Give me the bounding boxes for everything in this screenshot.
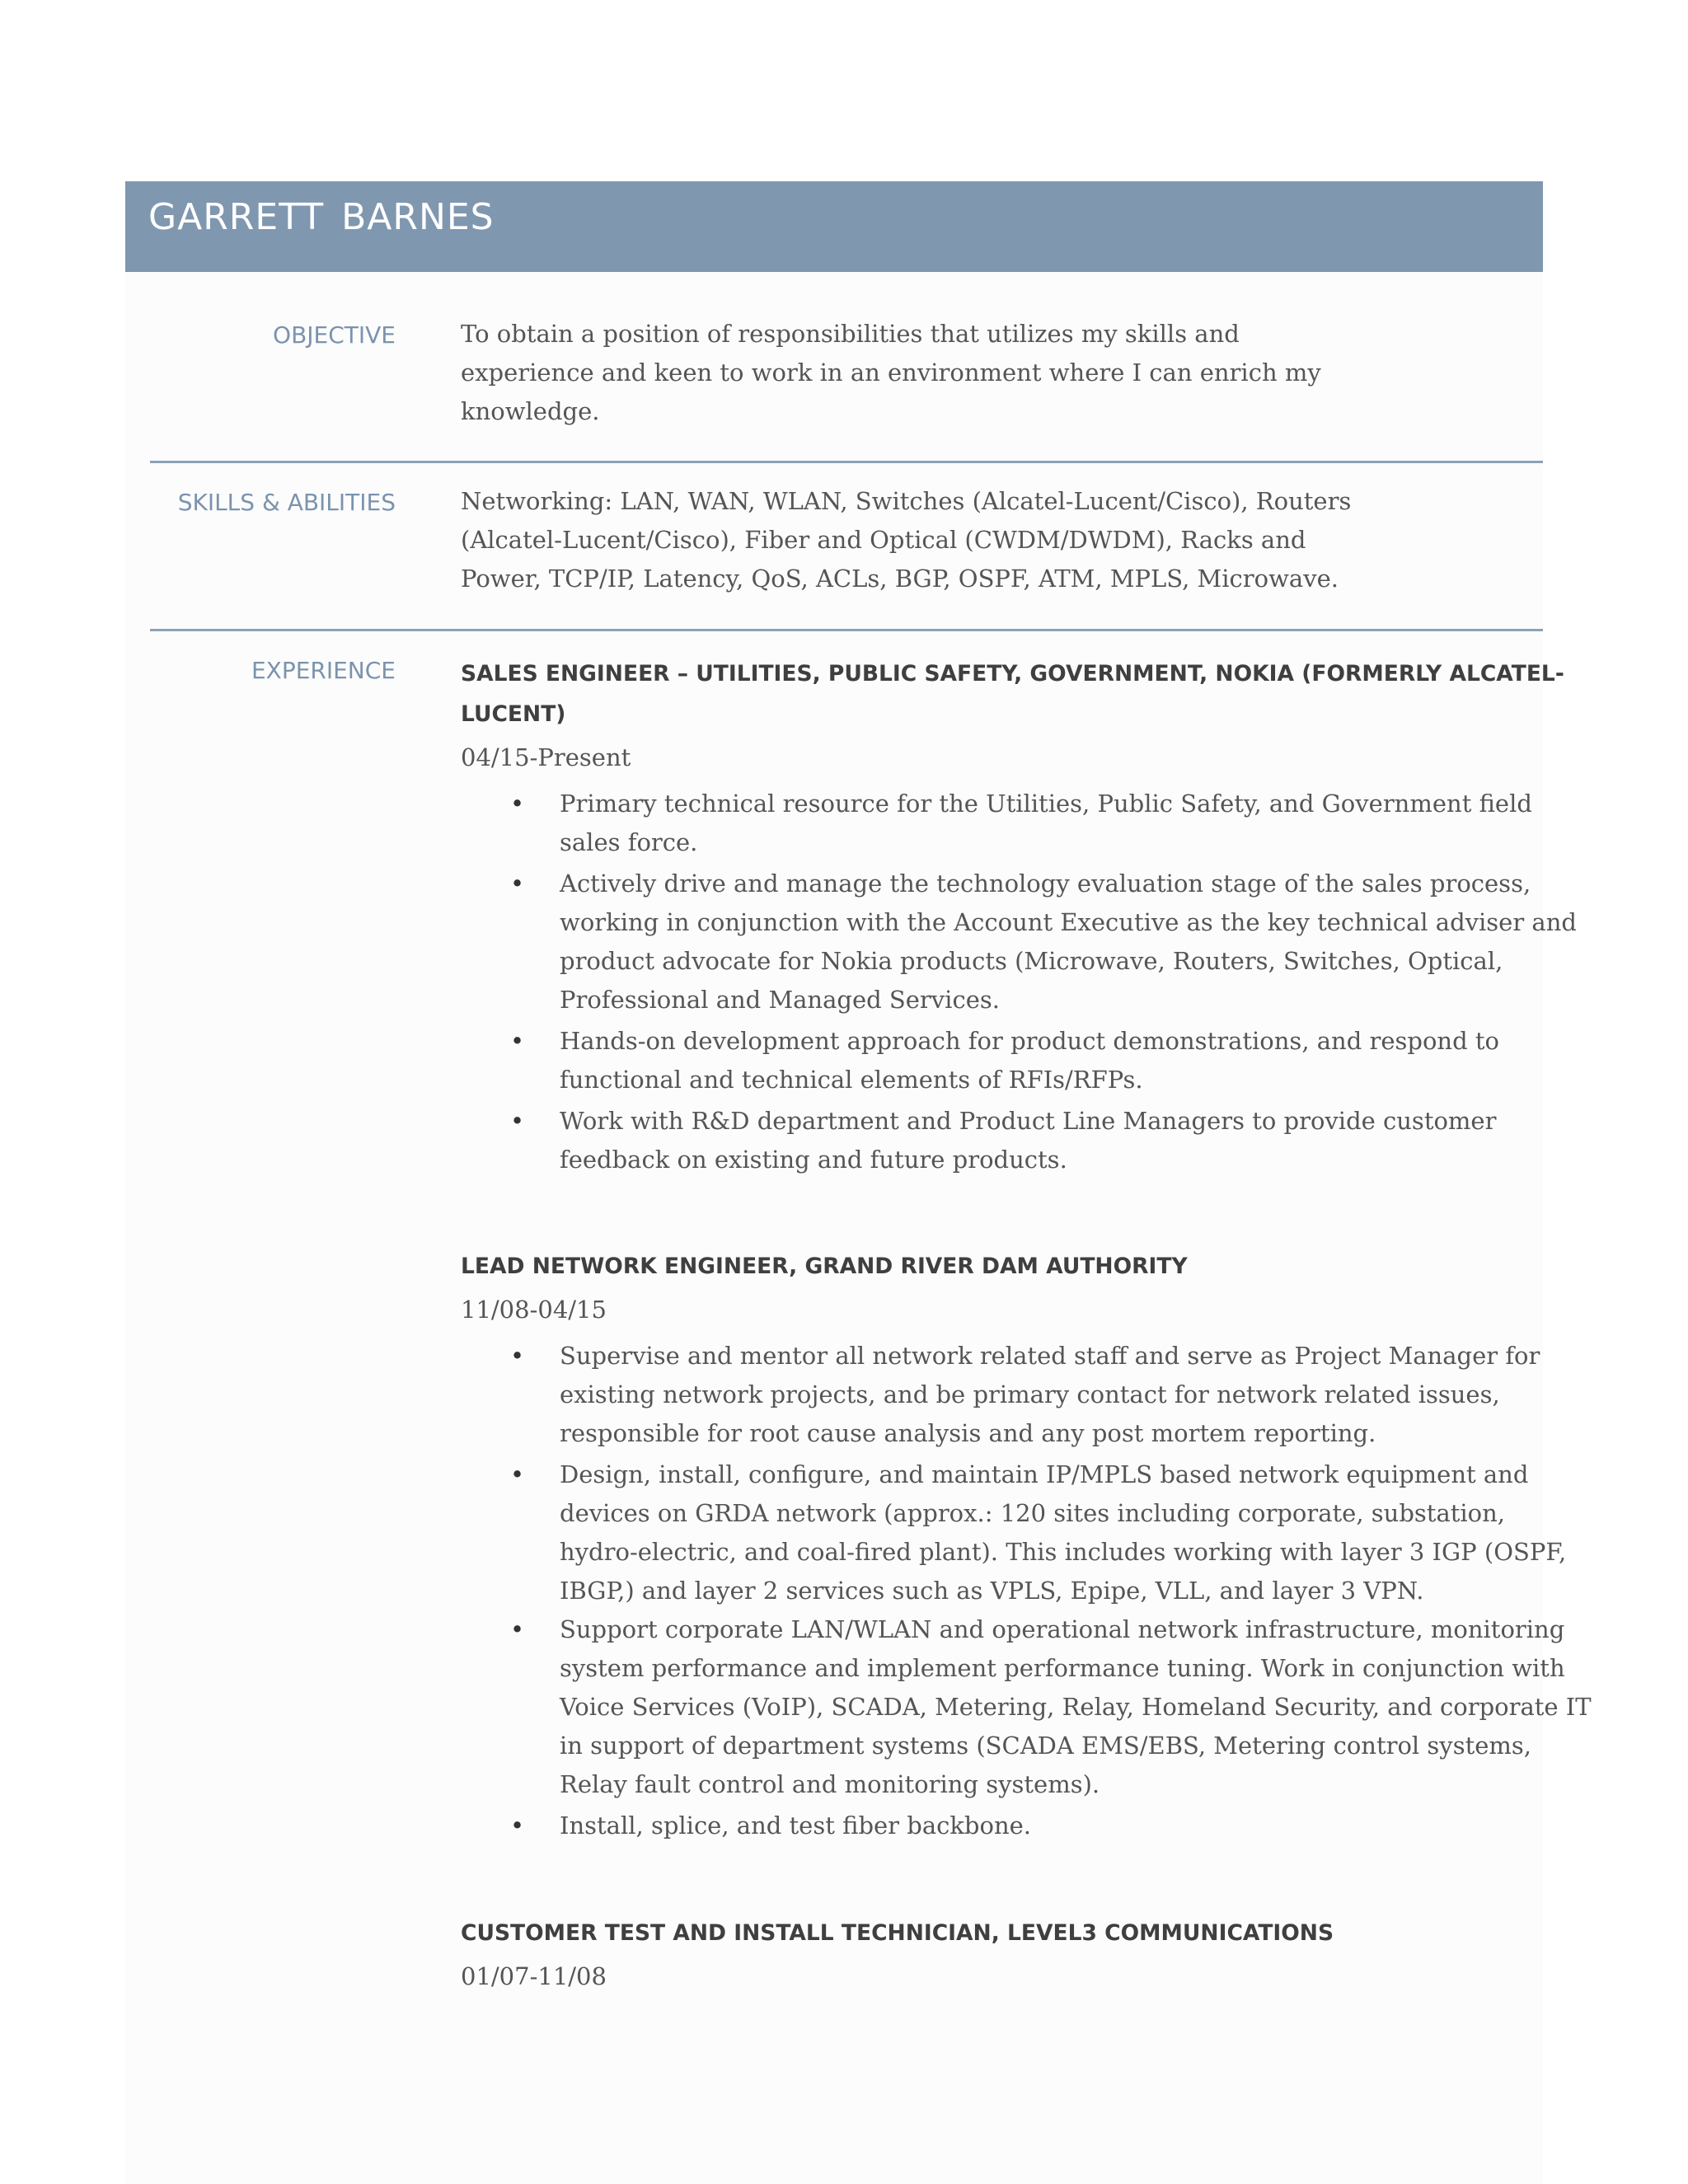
objective-line: To obtain a position of responsibilities that utilizes my skills and <box>461 320 1240 348</box>
bullet-line: in support of department systems (SCADA EMS/EBS, Metering control systems, <box>560 1732 1531 1760</box>
bullet-line: Work with R&D department and Product Line Managers to provide customer <box>560 1107 1497 1135</box>
bullet-line: Actively drive and manage the technology evaluation stage of the sales process, <box>560 869 1531 898</box>
resume-body <box>125 272 1543 2184</box>
skills-line: (Alcatel-Lucent/Cisco), Fiber and Optical (CWDM/DWDM), Racks and <box>461 526 1306 554</box>
bullet-line: existing network projects, and be primary contact for network related issues, <box>560 1380 1500 1408</box>
bullet-line: Install, splice, and test fiber backbone. <box>560 1811 1031 1840</box>
job-dates: 01/07-11/08 <box>461 1962 607 1990</box>
skills-line: Networking: LAN, WAN, WLAN, Switches (Alcatel-Lucent/Cisco), Routers <box>461 487 1352 515</box>
job-title: LUCENT) <box>461 701 566 727</box>
bullet-marker: • <box>510 1342 525 1370</box>
bullet-marker: • <box>510 869 525 898</box>
section-label-objective: OBJECTIVE <box>273 321 396 349</box>
bullet-line: IBGP,) and layer 2 services such as VPLS, Epipe, VLL, and layer 3 VPN. <box>560 1577 1424 1605</box>
bullet-line: Hands-on development approach for product demonstrations, and respond to <box>560 1027 1500 1055</box>
bullet-line: Voice Services (VoIP), SCADA, Metering, Relay, Homeland Security, and corporate IT <box>560 1693 1592 1721</box>
bullet-line: system performance and implement performance tuning. Work in conjunction with <box>560 1654 1565 1682</box>
bullet-marker: • <box>510 1027 525 1055</box>
bullet-line: hydro-electric, and coal-fired plant). This includes working with layer 3 IGP (OSPF, <box>560 1538 1567 1566</box>
bullet-marker: • <box>510 1107 525 1135</box>
job-title: LEAD NETWORK ENGINEER, GRAND RIVER DAM AUTHORITY <box>461 1254 1188 1279</box>
bullet-line: feedback on existing and future products. <box>560 1146 1067 1174</box>
bullet-line: Design, install, configure, and maintain IP/MPLS based network equipment and <box>560 1460 1529 1488</box>
bullet-line: Professional and Managed Services. <box>560 986 1000 1014</box>
bullet-line: responsible for root cause analysis and any post mortem reporting. <box>560 1419 1376 1447</box>
bullet-line: devices on GRDA network (approx.: 120 sites including corporate, substation, <box>560 1499 1506 1527</box>
bullet-line: Supervise and mentor all network related staff and serve as Project Manager for <box>560 1342 1540 1370</box>
bullet-line: working in conjunction with the Account Executive as the key technical adviser and <box>560 908 1577 936</box>
skills-line: Power, TCP/IP, Latency, QoS, ACLs, BGP, OSPF, ATM, MPLS, Microwave. <box>461 565 1339 593</box>
bullet-line: Relay fault control and monitoring systems). <box>560 1770 1100 1798</box>
section-label-skills: SKILLS & ABILITIES <box>177 489 396 516</box>
objective-line: experience and keen to work in an environment where I can enrich my <box>461 359 1321 387</box>
bullet-line: Support corporate LAN/WLAN and operational network infrastructure, monitoring <box>560 1615 1565 1643</box>
section-divider <box>150 629 1543 631</box>
objective-line: knowledge. <box>461 397 600 425</box>
bullet-marker: • <box>510 1811 525 1840</box>
job-dates: 04/15-Present <box>461 743 631 771</box>
bullet-line: functional and technical elements of RFIs/RFPs. <box>560 1066 1143 1094</box>
bullet-marker: • <box>510 790 525 818</box>
job-title: SALES ENGINEER – UTILITIES, PUBLIC SAFETY, GOVERNMENT, NOKIA (FORMERLY ALCATEL- <box>461 661 1564 687</box>
bullet-line: Primary technical resource for the Utilities, Public Safety, and Government field <box>560 790 1532 818</box>
bullet-marker: • <box>510 1615 525 1643</box>
bullet-line: product advocate for Nokia products (Microwave, Routers, Switches, Optical, <box>560 947 1503 975</box>
job-title: CUSTOMER TEST AND INSTALL TECHNICIAN, LEVEL3 COMMUNICATIONS <box>461 1920 1334 1946</box>
section-divider <box>150 461 1543 463</box>
job-dates: 11/08-04/15 <box>461 1296 607 1324</box>
candidate-name: GARRETT BARNES <box>148 196 495 238</box>
section-label-experience: EXPERIENCE <box>251 657 396 684</box>
bullet-marker: • <box>510 1460 525 1488</box>
bullet-line: sales force. <box>560 828 698 856</box>
